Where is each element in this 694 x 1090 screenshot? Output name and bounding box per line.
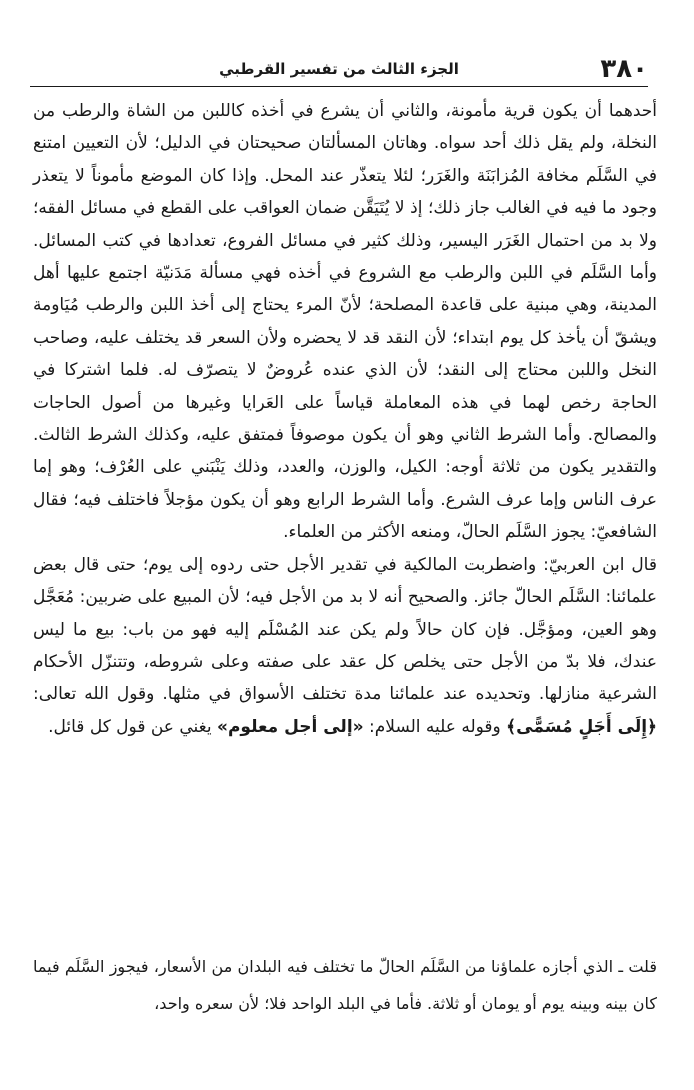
hadith-quote: «إلى أجل معلوم» bbox=[216, 716, 364, 737]
commentary-note bbox=[33, 948, 657, 1022]
main-text bbox=[33, 95, 657, 743]
header-divider bbox=[30, 86, 648, 87]
paragraph-2-mid: وقوله عليه السلام: bbox=[369, 716, 501, 737]
quran-verse-quote: ﴿إِلَى أَجَلٍ مُسَمًّى﴾ bbox=[506, 716, 657, 737]
paragraph-1: أحدهما أن يكون قرية مأمونة، والثاني أن يشرع في أخذه كاللبن من الشاة والرطب من النخلة، ولم يقل ذلك أحد سواه. وهاتان المسألتان صحيحتان في الدليل؛ لأن التعيين امتنع في السَّلَم مخافة المُزابَنَة والغَرَر؛ لئلا يتعذّر عند المحل. وإذا كان الموضع مأموناً لا يتعذر وجود ما فيه في الغالب جاز ذلك؛ إذ لا يُتَيَقَّن ضمان العواقب على القطع في مسائل الفقه؛ ولا بد من احتمال الغَرَر اليسير، وذلك كثير في مسائل الفروع، تعدادها في كتب المسائل. وأما السَّلَم في اللبن والرطب مع الشروع في أخذه فهي مسألة مَدَنيّة اجتمع عليها أهل المدينة، وهي مبنية على قاعدة المصلحة؛ لأنّ المرء يحتاج إلى أخذ اللبن والرطب مُيَاومة ويشقّ أن يأخذ كل يوم ابتداء؛ لأن النقد قد لا يحضره ولأن السعر قد يختلف عليه، وصاحب النخل واللبن محتاج إلى النقد؛ لأن الذي عنده عُروضٌ لا يتصرّف له. فلما اشتركا في الحاجة رخص لهما في هذه المعاملة قياساً على العَرايا وغيرها من أصول الحاجات والمصالح. وأما الشرط الثاني وهو أن يكون موصوفاً فمتفق عليه، وكذلك الشرط الثالث. والتقدير يكون من ثلاثة أوجه: الكيل، والوزن، والعدد، وذلك يَنْبَني على العُرْف؛ وهو إما عرف الناس وإما عرف الشرع. وأما الشرط الرابع وهو أن يكون مؤجلاً فاختلف فيه؛ فقال الشافعيّ: يجوز السَّلَم الحالّ، ومنعه الأكثر من العلماء. bbox=[33, 101, 657, 543]
paragraph-2-lead: قال ابن العربيّ: واضطربت المالكية في تقدير الأجل حتى ردوه إلى يوم؛ حتى قال بعض علمائنا: السَّلَم الحالّ جائز. والصحيح أنه لا بد من الأجل فيه؛ لأن المبيع على ضربين: مُعَجَّل وهو العين، ومؤجَّل. فإن كان حالاً ولم يكن عند المُسْلَم إليه فهو من باب: بيع ما ليس عندك، فلا بدّ من الأجل حتى يخلص كل عقد على صفته وعلى شروطه، وتتنزّل الأحكام الشرعية منازلها. وتحديده عند علمائنا مدة تختلف الأسواق في مثلها. وقول الله تعالى: bbox=[33, 554, 657, 705]
paragraph-2-tail: يغني عن قول كل قائل. bbox=[48, 716, 212, 737]
page-header bbox=[30, 52, 648, 86]
running-title: الجزء الثالث من تفسير القرطبي bbox=[219, 60, 459, 78]
commentary-text: قلت ـ الذي أجازه علماؤنا من السَّلَم الحالّ ما تختلف فيه البلدان من الأسعار، فيجوز السَّلَم فيما كان بينه وبينه يوم أو يومان أو ثلاثة. فأما في البلد الواحد فلا؛ لأن سعره واحد، bbox=[33, 957, 657, 1013]
paragraph-2 bbox=[33, 549, 657, 743]
page-number: ٣٨٠ bbox=[600, 54, 648, 84]
